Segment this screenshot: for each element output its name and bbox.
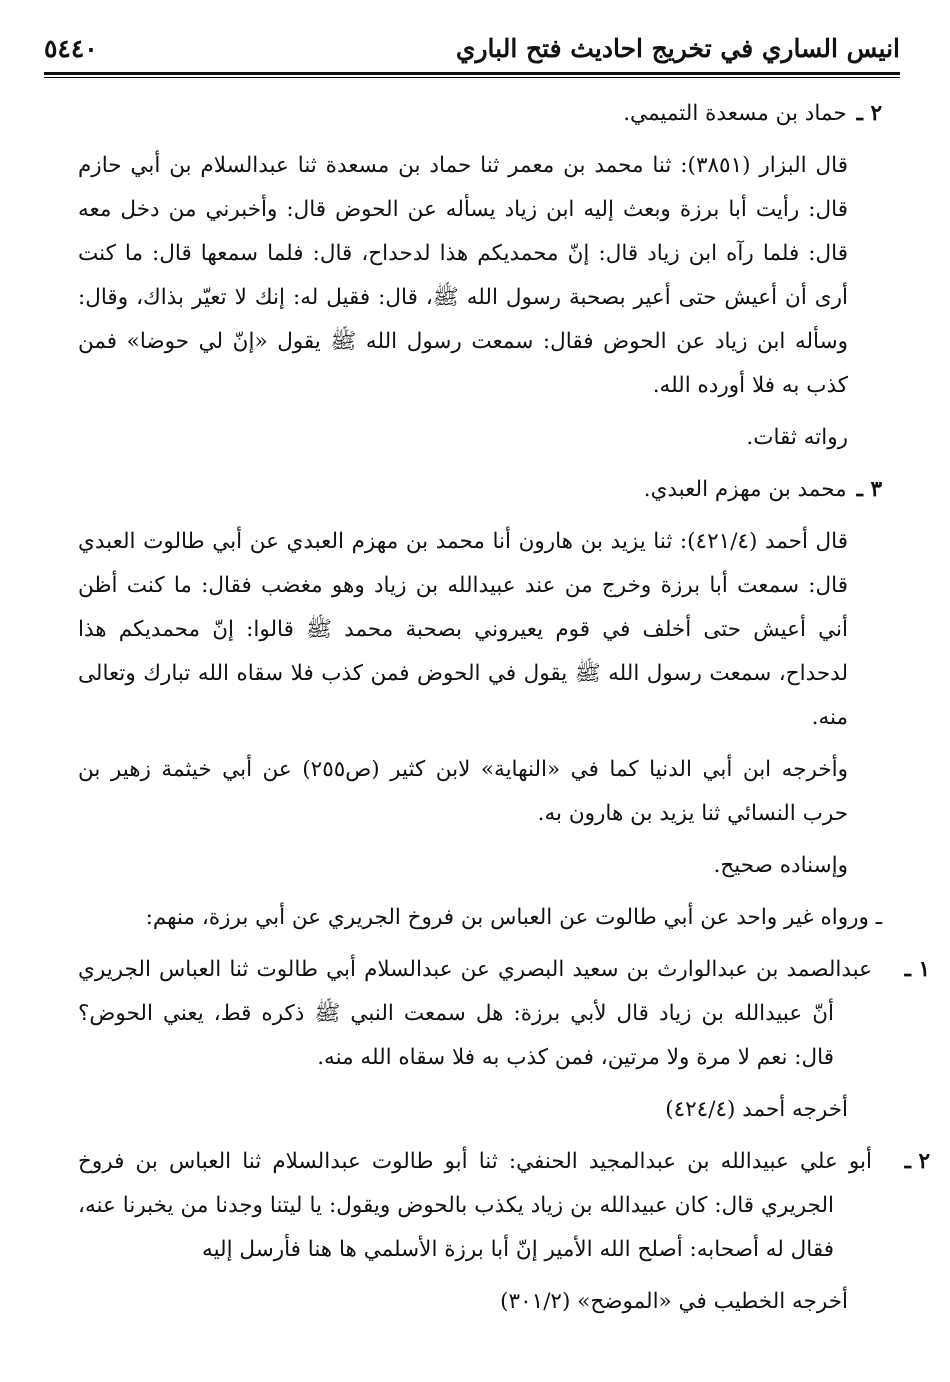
- paragraph: ـ ورواه غير واحد عن أبي طالوت عن العباس بن فروخ الجريري عن أبي برزة، منهم:: [145, 905, 882, 930]
- running-header: [44, 26, 900, 70]
- paragraph: وأخرجه ابن أبي الدنيا كما في «النهاية» لابن كثير (ص٢٥٥) عن أبي خيثمة زهير بن حرب النسائي ثنا يزيد بن هارون به.: [78, 757, 848, 826]
- numbered-item: ١ ـعبدالصمد بن عبدالوارث بن سعيد البصري عن عبدالسلام أبي طالوت ثنا العباس الجريري أنّ عبيدالله بن زياد قال لأبي برزة: هل سمعت النبي ﷺ ذكره قط، يعني الحوض؟ قال: نعم لا مرة ولا مرتين، فمن كذب به فلا سقاه الله منه.: [78, 957, 930, 1070]
- page-number: ٥٤٤٠: [44, 33, 98, 63]
- numbered-item: ٢ ـأبو علي عبيدالله بن عبدالمجيد الحنفي: ثنا أبو طالوت عبدالسلام ثنا العباس بن فروخ الجريري قال: كان عبيدالله بن زياد يكذب بالحوض ويقول: يا ليتنا وجدنا من يخبرنا عنه، فقال له أصحابه: أصلح الله الأمير إنّ أبا برزة الأسلمي ها هنا فأرسل إليه: [78, 1149, 930, 1262]
- paragraph: وإسناده صحيح.: [713, 853, 848, 878]
- paragraph: قال البزار (٣٨٥١): ثنا محمد بن معمر ثنا حماد بن مسعدة ثنا عبدالسلام بن أبي حازم قال: رأيت أبا برزة وبعث إليه ابن زياد يسأله عن الحوض قال: وأخبرني من دخل معه قال: فلما رآه ابن زياد قال: إنّ محمديكم هذا لدحداح، قال: فلما سمعها قال: ما كنت أرى أن أعيش حتى أعير بصحبة رسول الله ﷺ، قال: فقيل له: إنك لا تعيّر بذاك، وقال: وسأله ابن زياد عن الحوض فقال: سمعت رسول الله ﷺ يقول «إنّ لي حوضا» فمن كذب به فلا أورده الله.: [78, 153, 848, 398]
- section-heading: ٢ ـحماد بن مسعدة التميمي.: [78, 92, 882, 136]
- section-heading: ٣ ـمحمد بن مهزم العبدي.: [78, 468, 882, 512]
- paragraph: رواته ثقات.: [746, 425, 848, 450]
- item-number: ٣ ـ: [856, 477, 882, 502]
- paragraph: قال أحمد (٤٢١/٤): ثنا يزيد بن هارون أنا محمد بن مهزم العبدي عن أبي طالوت العبدي قال: سمعت أبا برزة وخرج من عند عبيدالله بن زياد وهو مغضب فقال: ما كنت أظن أني أعيش حتى أخلف في قوم يعيروني بصحبة محمد ﷺ قالوا: إنّ محمديكم هذا لدحداح، سمعت رسول الله ﷺ يقول في الحوض فمن كذب فلا سقاه الله تبارك وتعالى منه.: [78, 529, 848, 730]
- header-rule: [44, 72, 900, 75]
- item-number: ٢ ـ: [856, 101, 882, 126]
- header-rule-thin: [44, 77, 900, 78]
- running-title: انيس الساري في تخريج احاديث فتح الباري: [455, 33, 900, 63]
- citation: أخرجه أحمد (٤٢٤/٤): [665, 1097, 848, 1122]
- page-body: [78, 92, 930, 1332]
- citation: أخرجه الخطيب في «الموضح» (٣٠١/٢): [500, 1289, 848, 1314]
